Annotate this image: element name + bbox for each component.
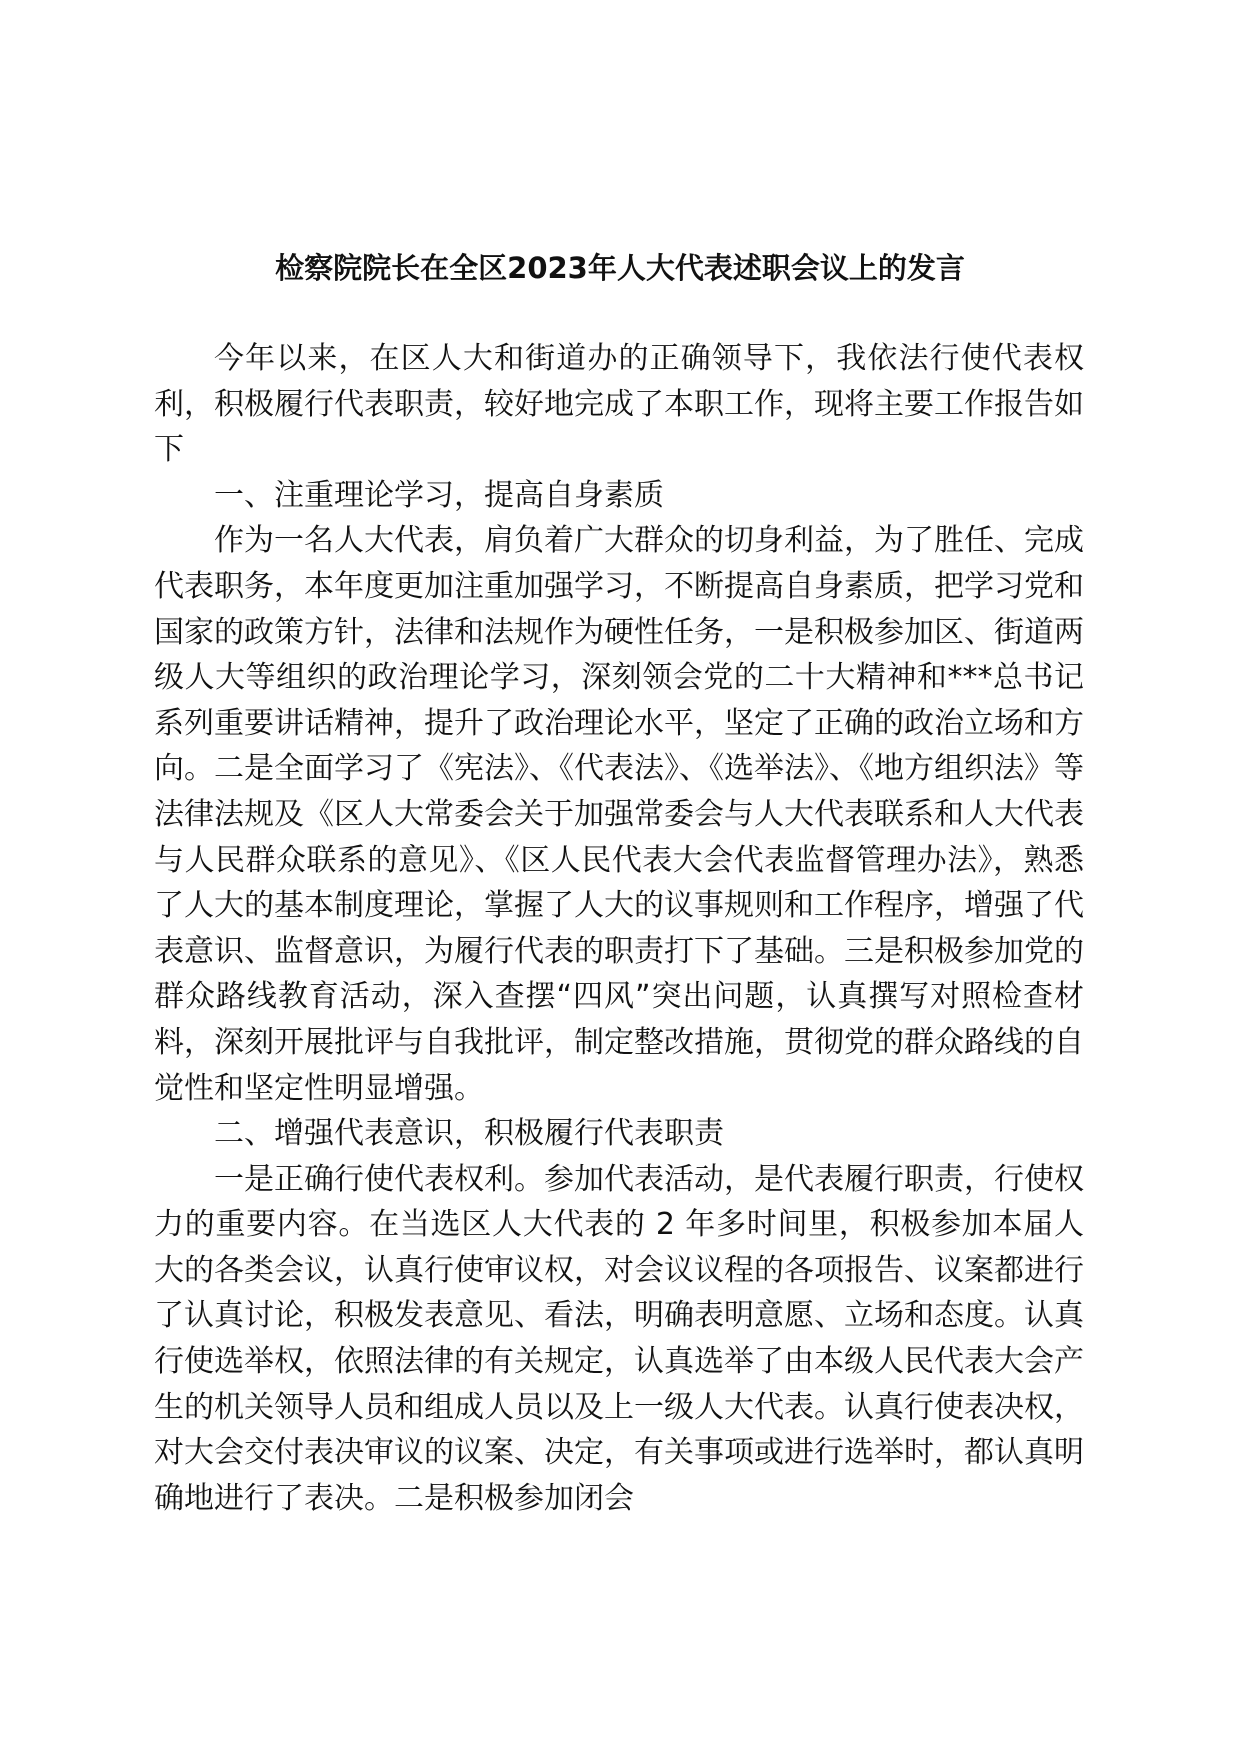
intro-paragraph: 今年以来，在区人大和街道办的正确领导下，我依法行使代表权利，积极履行代表职责，较好地完成了本职工作，现将主要工作报告如下 bbox=[154, 341, 1084, 468]
section-2-paragraph: 一是正确行使代表权利。参加代表活动，是代表履行职责，行使权力的重要内容。在当选区人大代表的 2 年多时间里，积极参加本届人大的各类会议，认真行使审议权，对会议议程的各项报告、议案都进行了认真讨论，积极发表意见、看法，明确表明意愿、立场和态度。认真行使选举权，依照法律的有关规定，认真选举了由本级人民代表大会产生的机关领导人员和组成人员以及上一级人大代表。认真行使表决权，对大会交付表决审议的议案、决定，有关事项或进行选举时，都认真明确地进行了表决。二是积极参加闭会 bbox=[154, 1161, 1084, 1516]
document-title: 检察院院长在全区2023年人大代表述职会议上的发言 bbox=[275, 251, 965, 285]
document-body bbox=[154, 336, 1084, 1521]
section-heading-2: 二、增强代表意识，积极履行代表职责 bbox=[214, 1116, 724, 1152]
section-1-paragraph: 作为一名人大代表，肩负着广大群众的切身利益，为了胜任、完成代表职务，本年度更加注重加强学习，不断提高自身素质，把学习党和国家的政策方针，法律和法规作为硬性任务，一是积极参加区、街道两级人大等组织的政治理论学习，深刻领会党的二十大精神和***总书记系列重要讲话精神，提升了政治理论水平，坚定了正确的政治立场和方向。二是全面学习了《宪法》、《代表法》、《选举法》、《地方组织法》等法律法规及《区人大常委会关于加强常委会与人大代表联系和人大代表与人民群众联系的意见》、《区人民代表大会代表监督管理办法》，熟悉了人大的基本制度理论，掌握了人大的议事规则和工作程序，增强了代表意识、监督意识，为履行代表的职责打下了基础。三是积极参加党的群众路线教育活动，深入查摆“四风”突出问题，认真撰写对照检查材料，深刻开展批评与自我批评，制定整改措施，贯彻党的群众路线的自觉性和坚定性明显增强。 bbox=[154, 523, 1084, 1106]
section-heading-1: 一、注重理论学习，提高自身素质 bbox=[214, 477, 664, 513]
